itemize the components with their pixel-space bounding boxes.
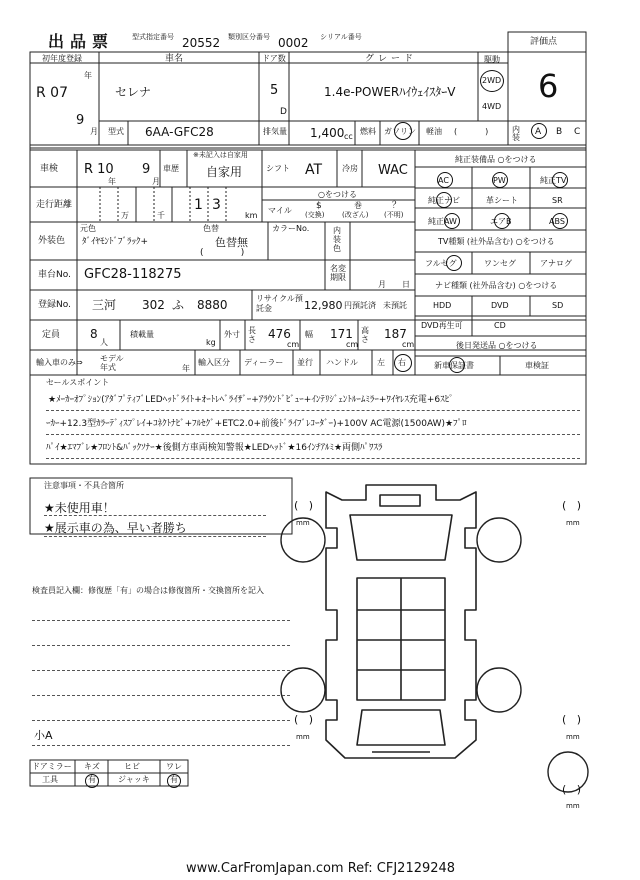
equip-ac: AC (438, 176, 449, 185)
nav-cd: CD (494, 321, 506, 330)
shift-value: AT (305, 162, 323, 178)
inspector-rule (32, 645, 290, 646)
class-no-label: 類別区分番号 (228, 33, 270, 41)
reg-month-unit: 月 (90, 127, 98, 136)
interior-c: C (574, 127, 581, 137)
width-label: 幅 (305, 330, 313, 339)
inspector-rule (32, 745, 290, 746)
equip-abs-circle (552, 213, 568, 229)
length-label: 長さ (248, 326, 256, 344)
equip-airbag: エアB (490, 217, 512, 226)
plate-label: 登録No. (38, 300, 71, 310)
recycle-label: リサイクル預託金 (256, 294, 303, 313)
color-paren: ( ) (200, 248, 245, 258)
drive-2wd: 2WD (482, 76, 502, 85)
inspection-month-unit: 月 (152, 177, 160, 186)
legend-cell: ジャッキ (118, 775, 150, 784)
width-value: 171 (330, 327, 353, 341)
score-value: 6 (538, 67, 559, 105)
recycle-unit: 円 (344, 301, 352, 310)
displacement-value: 1,400 (310, 126, 345, 140)
legend-tool-circle (85, 774, 99, 788)
recycle-unpaid: 未預託 (383, 301, 407, 310)
legend-cell: 工具 (42, 775, 58, 784)
tire-mm: mm (296, 519, 310, 527)
tire-bracket: ( ) (294, 713, 314, 726)
legend-cell: 有 (88, 775, 96, 784)
displacement-label: 排気量 (263, 127, 287, 136)
mileage-km: km (245, 211, 258, 220)
reg-month: 9 (76, 113, 85, 128)
history-label: 車歴 (163, 164, 179, 173)
legend-cell: ドアミラー (32, 762, 72, 771)
type-no-label: 型式指定番号 (132, 33, 174, 41)
sales-rule (46, 434, 580, 435)
drive-2wd-circle (480, 70, 504, 92)
tv-analog: アナログ (540, 259, 572, 268)
notes-label: 注意事項・不具合箇所 (44, 481, 124, 490)
cc-unit: cc (344, 132, 353, 141)
mileage-tamper: 巻 (354, 201, 362, 210)
equip-navi: 純正ナビ (428, 196, 460, 205)
height-label: 高さ (361, 326, 369, 344)
drive-label: 駆動 (484, 55, 500, 64)
mileage-label: 走行距離 (36, 200, 73, 210)
inspector-label: 検査員記入欄：修復歴「有」の場合は修復箇所・交換箇所を記入 (32, 586, 264, 595)
mileage-man: 万 (121, 211, 129, 220)
remark-value: 小A (34, 729, 53, 742)
mileage-tsukeru: ○をつける (318, 190, 357, 199)
page-title: 出品票 (48, 32, 115, 51)
sales-line: ★ﾒｰｶｰｵﾌﾟｼｮﾝ(ｱﾀﾞﾌﾟﾃｨﾌﾞLEDﾍｯﾄﾞﾗｲﾄ+ｵｰﾄﾚﾍﾞﾗｲｻﾞｰ+ｱﾗｳﾝﾄﾞﾋﾞｭｰ+ｲﾝﾃﾘｼﾞｪﾝﾄﾙｰﾑﾐﾗｰ+ﾜｲﾔﾚｽ充電+6ｽﾋﾟ (48, 395, 454, 405)
import-dealer: ディーラー (244, 358, 284, 367)
nav-sd: SD (552, 301, 564, 310)
grade-value: 1.4e-POWERﾊｲｳｪｲｽﾀｰV (324, 85, 456, 99)
shift-label: シフト (266, 164, 290, 173)
reg-year-label: 初年度登録 (42, 54, 82, 63)
tire-bracket: ( ) (562, 713, 582, 726)
length-unit: cm (287, 340, 300, 349)
history-note: ※未記入は自家用 (193, 151, 248, 159)
footer-ref: www.CarFromJapan.com Ref: CFJ2129248 (186, 861, 456, 876)
doors-suffix: D (280, 107, 287, 117)
inspection-year-unit: 年 (108, 177, 116, 186)
color-no-label: カラーNo. (272, 224, 310, 233)
type-no-value: 20552 (182, 36, 221, 50)
color-change-value: 色替無 (215, 236, 248, 249)
sales-rule (46, 410, 580, 411)
capacity-unit: 人 (100, 338, 108, 347)
interior-a-circle (531, 123, 547, 139)
legend-jack-circle (167, 774, 181, 788)
doors-label: ドア数 (262, 54, 286, 63)
mileage-digit: 1 (194, 197, 203, 213)
orig-color-label: 元色 (80, 224, 96, 233)
tv-fullseg: フルセグ (425, 259, 457, 268)
orig-color-value: ﾀﾞｲﾔﾓﾝﾄﾞﾌﾞﾗｯｸ+ (82, 237, 149, 247)
interior-label: 内装 (512, 125, 520, 142)
reg-year-unit: 年 (84, 71, 92, 80)
equip-airbag-circle (494, 213, 510, 229)
equipment-title: 純正装備品 ○をつける (455, 155, 537, 164)
inspection-label: 車検 (40, 164, 59, 174)
fuel-value: ガソリン (384, 127, 416, 136)
sales-line: ﾊﾟｲ★ｴﾏﾌﾞﾚ★ﾌﾛﾝﾄ&ﾊﾞｯｸｿﾅｰ★後側方車両検知警報★LEDﾍｯﾄﾞ★16ｲﾝﾁｱﾙﾐ★両側ﾊﾟﾜｽﾗ (46, 443, 383, 453)
mileage-tamper-sub: (改ざん) (342, 211, 369, 219)
tire-mm: mm (566, 519, 580, 527)
nav-hdd: HDD (433, 301, 452, 310)
width-unit: cm (346, 340, 359, 349)
inspector-rule (32, 620, 290, 621)
doors-value: 5 (270, 83, 279, 98)
chassis-day-unit: 日 (402, 280, 410, 289)
send-title: 後日発送品 ○をつける (456, 341, 538, 350)
equip-ac-circle (437, 172, 453, 188)
fuel-circle (394, 122, 412, 140)
mileage-swap-sub: (交換) (305, 211, 325, 219)
color-change-label: 色替 (203, 224, 219, 233)
car-name-label: 車名 (165, 54, 184, 64)
car-name: セレナ (115, 85, 152, 99)
serial-label: シリアル番号 (320, 33, 362, 41)
equip-tv: 純正TV (540, 176, 567, 185)
sales-line: ｰｶｰ+12.3型ｶﾗｰﾃﾞｨｽﾌﾟﾚｲ+ｺﾈｸﾄﾅﾋﾞ+ﾌﾙｾｸﾞ+ETC2.0+前後ﾄﾞﾗｲﾌﾞﾚｺｰﾀﾞｰ)+100V AC電源(1500AW)★ﾌﾟﾛ (46, 419, 467, 429)
tire-mm: mm (296, 733, 310, 741)
capacity-value: 8 (90, 327, 98, 341)
chassis-label: 車台No. (38, 270, 71, 280)
ac-value: WAC (378, 163, 408, 178)
equip-navi-circle (436, 192, 452, 208)
legend-cell: 有 (170, 775, 178, 784)
grade-label: グレード (365, 54, 418, 64)
legend-cell: ヒビ (124, 762, 140, 771)
equip-abs: ABS (549, 217, 565, 226)
inspector-rule (32, 720, 290, 721)
fuel-label: 燃料 (360, 127, 376, 136)
handle-label: ハンドル (326, 358, 358, 367)
class-no-value: 0002 (278, 36, 309, 50)
nav-dvd-play: DVD再生可 (421, 321, 463, 330)
legend-cell: キズ (84, 762, 100, 771)
send-warranty: 新車保証書 (434, 361, 474, 370)
legend-cell: ワレ (166, 762, 182, 771)
tv-title: TV種類 (社外品含む) ○をつける (438, 237, 555, 246)
inspector-rule (32, 670, 290, 671)
inspection-month: 9 (142, 162, 151, 177)
chassis-month-unit: 月 (378, 280, 386, 289)
inspection-year: R 10 (84, 162, 114, 177)
note-line: ★展示車の為、早い者勝ち (44, 521, 187, 535)
nav-dvd: DVD (491, 301, 509, 310)
mileage-unknown-sub: (不明) (384, 211, 404, 219)
send-shakensho: 車検証 (525, 361, 549, 370)
import-parallel: 並行 (297, 358, 313, 367)
model-label: 型式 (108, 127, 124, 136)
note-rule (44, 536, 266, 537)
import-label: 輸入車のみ⇒ (36, 358, 83, 367)
model-year-unit: 年 (182, 364, 190, 373)
capacity-label: 定員 (42, 330, 61, 340)
mileage-mile: マイル (268, 206, 292, 215)
inspector-rule (32, 695, 290, 696)
import-class-label: 輸入区分 (198, 358, 230, 367)
tire-bracket: ( ) (562, 499, 582, 512)
tv-oneseg: ワンセグ (484, 259, 516, 268)
note-line: ★未使用車！ (44, 501, 115, 515)
mileage-digit: 3 (212, 197, 221, 213)
sales-rule (46, 458, 580, 459)
interior-color-label: 内装色 (333, 226, 341, 253)
sales-label: セールスポイント (46, 378, 110, 387)
oil-brackets: ( ) (454, 127, 489, 136)
score-label: 評価点 (530, 37, 558, 47)
length-value: 476 (268, 327, 291, 341)
history-value: 自家用 (206, 165, 243, 179)
load-unit: kg (206, 338, 216, 347)
plate-kana: ふ (172, 298, 185, 312)
oil-label: 軽油 (426, 127, 442, 136)
model-year-label: モデル年式 (100, 354, 124, 372)
mileage-unknown: ？ (392, 201, 402, 211)
ac-label: 冷房 (342, 164, 358, 173)
plate-office: 三河 (92, 298, 117, 312)
model-value: 6AA-GFC28 (145, 125, 214, 139)
recycle-value: 12,980 (304, 299, 343, 312)
height-unit: cm (402, 340, 415, 349)
tire-mm: mm (566, 733, 580, 741)
handle-right: 右 (398, 358, 406, 367)
equip-aw-circle (444, 213, 460, 229)
recycle-paid: 預託済 (352, 301, 376, 310)
drive-4wd: 4WD (482, 102, 502, 111)
reg-era: R 07 (36, 85, 68, 101)
name-change-label: 名変期限 (330, 264, 346, 282)
mileage-sen: 千 (157, 211, 165, 220)
plate-class: 302 (142, 298, 165, 312)
color-label: 外装色 (38, 236, 66, 246)
interior-a: A (535, 127, 542, 137)
tire-bracket: ( ) (294, 499, 314, 512)
interior-b: B (556, 127, 563, 137)
equip-aw: 純正AW (428, 217, 457, 226)
equip-pw-circle (492, 172, 508, 188)
height-value: 187 (384, 327, 407, 341)
nav-title: ナビ種類 (社外品含む) ○をつける (435, 281, 558, 290)
note-rule (44, 515, 266, 516)
mileage-swap: $ (316, 201, 322, 211)
tire-bracket: ( ) (562, 783, 582, 796)
equip-leather: 革シート (486, 196, 518, 205)
tire-mm: mm (566, 802, 580, 810)
tv-fullseg-circle (446, 255, 462, 271)
handle-right-circle (394, 354, 412, 372)
equip-tv-circle (552, 172, 568, 188)
handle-left: 左 (377, 358, 385, 367)
send-warranty-circle (449, 357, 465, 373)
equip-sr: SR (552, 196, 563, 205)
equip-pw: PW (493, 176, 506, 185)
plate-number: 8880 (197, 298, 228, 312)
outer-label: 外寸 (224, 330, 240, 339)
chassis-value: GFC28-118275 (84, 267, 182, 282)
load-label: 積載量 (130, 330, 154, 339)
